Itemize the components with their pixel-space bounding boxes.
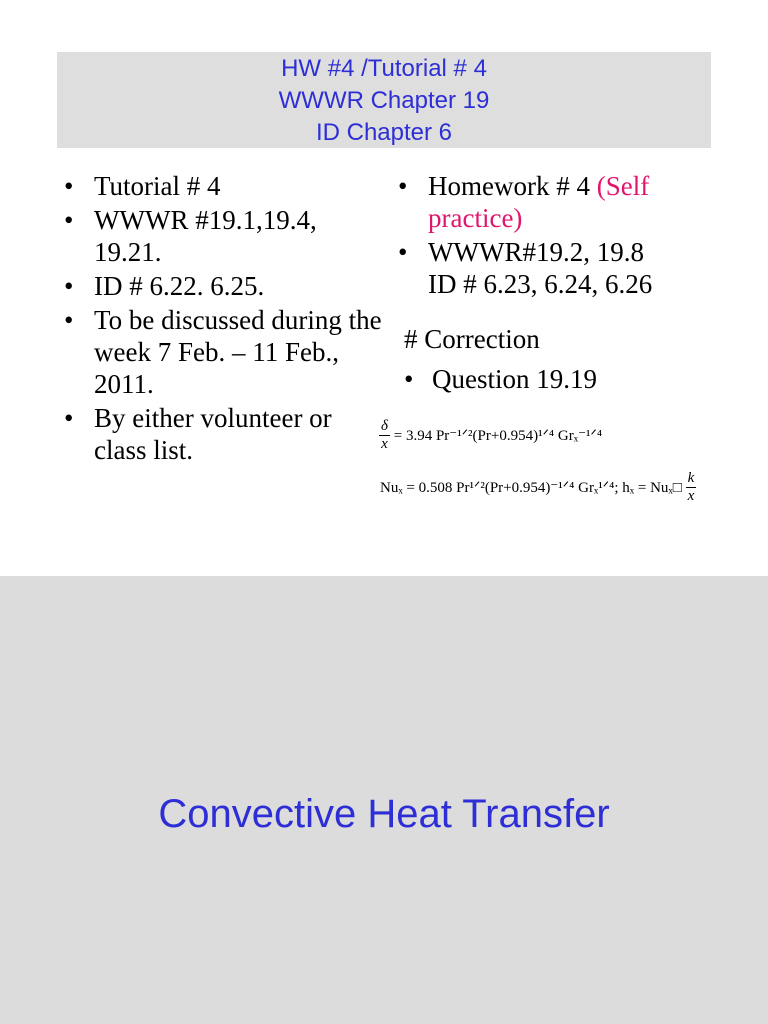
title-line-2: WWWR Chapter 19 (278, 87, 490, 114)
title-line-1: HW #4 /Tutorial # 4 (281, 55, 487, 82)
bullet-icon: • (398, 171, 408, 201)
list-item: • ID # 6.22. 6.25. (64, 271, 265, 301)
list-item: • By either volunteer or class list. (64, 403, 332, 465)
fraction: $\frac{k}{x}$ (687, 470, 695, 504)
list-item (396, 170, 746, 234)
bullet-icon: • (64, 171, 74, 201)
correction-item: • Question 19.19 (404, 364, 597, 394)
tutorial-list (62, 170, 382, 466)
bullet-icon: • (64, 403, 74, 433)
slide-main-title: Convective Heat Transfer (158, 792, 610, 836)
slide-title-box (57, 52, 711, 148)
wwwr-line-1: WWWR#19.2, 19.8 (428, 237, 644, 267)
bullet-icon: • (64, 271, 74, 301)
left-column (62, 170, 382, 468)
equation-boundary-layer: $\frac{\delta}{x}$ = 3.94 Pr⁻¹ᐟ²(Pr+0.954)¹ᐟ⁴ Grₓ⁻¹ᐟ⁴ (381, 418, 603, 452)
right-column (396, 170, 746, 302)
homework-label: Homework # 4 (428, 171, 597, 201)
wwwr-line-2: ID # 6.23, 6.24, 6.26 (428, 269, 653, 299)
homework-note: (Self practice) (428, 171, 650, 233)
bullet-icon: • (64, 205, 74, 235)
correction-heading: # Correction (404, 324, 540, 354)
list-item: • To be discussed during the week 7 Feb. – 11 Feb., 2011. (64, 305, 382, 399)
equation-nusselt: Nuₓ = 0.508 Pr¹ᐟ²(Pr+0.954)⁻¹ᐟ⁴ Grₓ¹ᐟ⁴; hₓ = Nuₓ□ $\frac{k}{x}$ (380, 470, 695, 504)
list-item: • Tutorial # 4 (64, 171, 221, 201)
title-line-3: ID Chapter 6 (315, 119, 453, 146)
bullet-icon: • (404, 364, 414, 394)
list-item (396, 236, 746, 300)
homework-list (396, 170, 746, 300)
fraction: $\frac{\delta}{x}$ (381, 418, 388, 452)
slide-title (0, 576, 768, 1024)
bullet-icon: • (398, 237, 408, 267)
list-item: • WWWR #19.1,19.4, 19.21. (64, 205, 317, 267)
bullet-icon: • (64, 305, 74, 335)
